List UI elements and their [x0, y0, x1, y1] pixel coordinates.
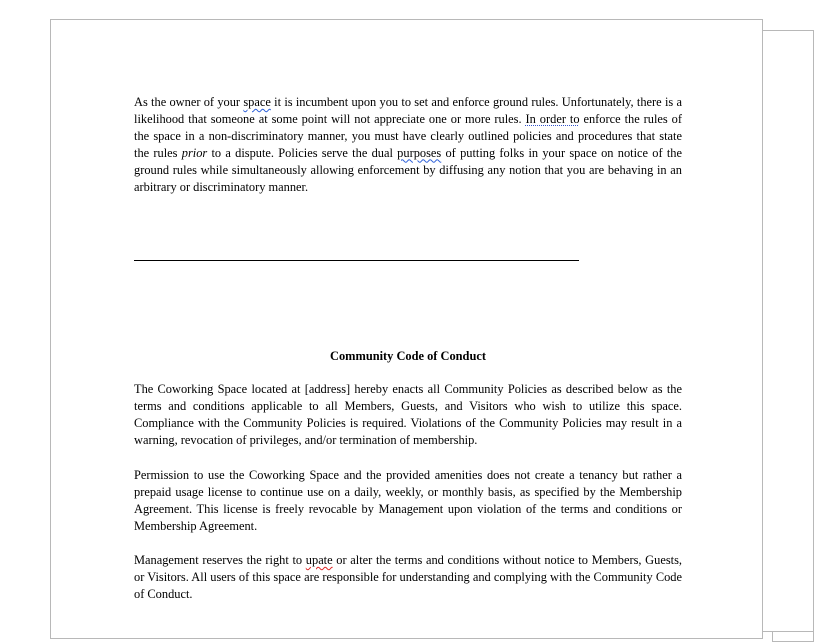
misspelled-word-upate[interactable]: upate — [305, 553, 333, 567]
intro-text-2: it is incumbent upon you to set and enforce ground rules. Unfortunately, there is a likelihood that someone at some point will not appreciate one or more rules. — [134, 95, 682, 126]
intro-paragraph[interactable] — [134, 94, 682, 195]
flagged-phrase-in-order-to[interactable]: In order to — [525, 111, 580, 126]
document-page[interactable] — [50, 19, 763, 639]
intro-text-3: enforce the rules of the space in a non-discriminatory manner, you must have clearly outlined policies and procedures that state the rules — [134, 111, 682, 160]
flagged-word-purposes[interactable]: purposes — [397, 145, 442, 160]
horizontal-rule — [134, 260, 579, 261]
intro-text-1: As the owner of your — [134, 95, 244, 109]
background-page-1 — [762, 30, 814, 632]
italic-word-prior: prior — [181, 145, 208, 160]
p3-text-2: or alter the terms and conditions without notice to Members, Guests, or Visitors. All users of this space are responsible for understanding and complying with the Community Code of Conduct. — [134, 553, 682, 601]
flagged-word-space[interactable]: space — [243, 95, 271, 109]
code-paragraph-3[interactable] — [134, 552, 682, 603]
code-paragraph-2[interactable]: Permission to use the Coworking Space and the provided amenities does not create a tenancy but rather a prepaid usage license to continue use on a daily, weekly, or monthly basis, as specified by the Membership Agreement. This license is freely revocable by Management upon violation of the terms and conditions or Membership Agreement. — [134, 468, 682, 533]
p3-text-1: Management reserves the right to — [134, 553, 306, 567]
intro-text-4: to a dispute. Policies serve the dual — [207, 145, 398, 160]
code-paragraph-1[interactable]: The Coworking Space located at [address] hereby enacts all Community Policies as described below as the terms and conditions applicable to all Members, Guests, and Visitors who wish to utilize this space. Compliance with the Community Policies is required. Violations of the Community Policies may result in a warning, revocation of privileges, and/or termination of membership. — [134, 382, 682, 447]
intro-text-5: of putting folks in your space on notice of the ground rules while simultaneously allowing enforcement by diffusing any notion that you are behaving in an arbitrary or discriminatory manner. — [134, 145, 682, 194]
code-heading: Community Code of Conduct — [330, 349, 486, 363]
